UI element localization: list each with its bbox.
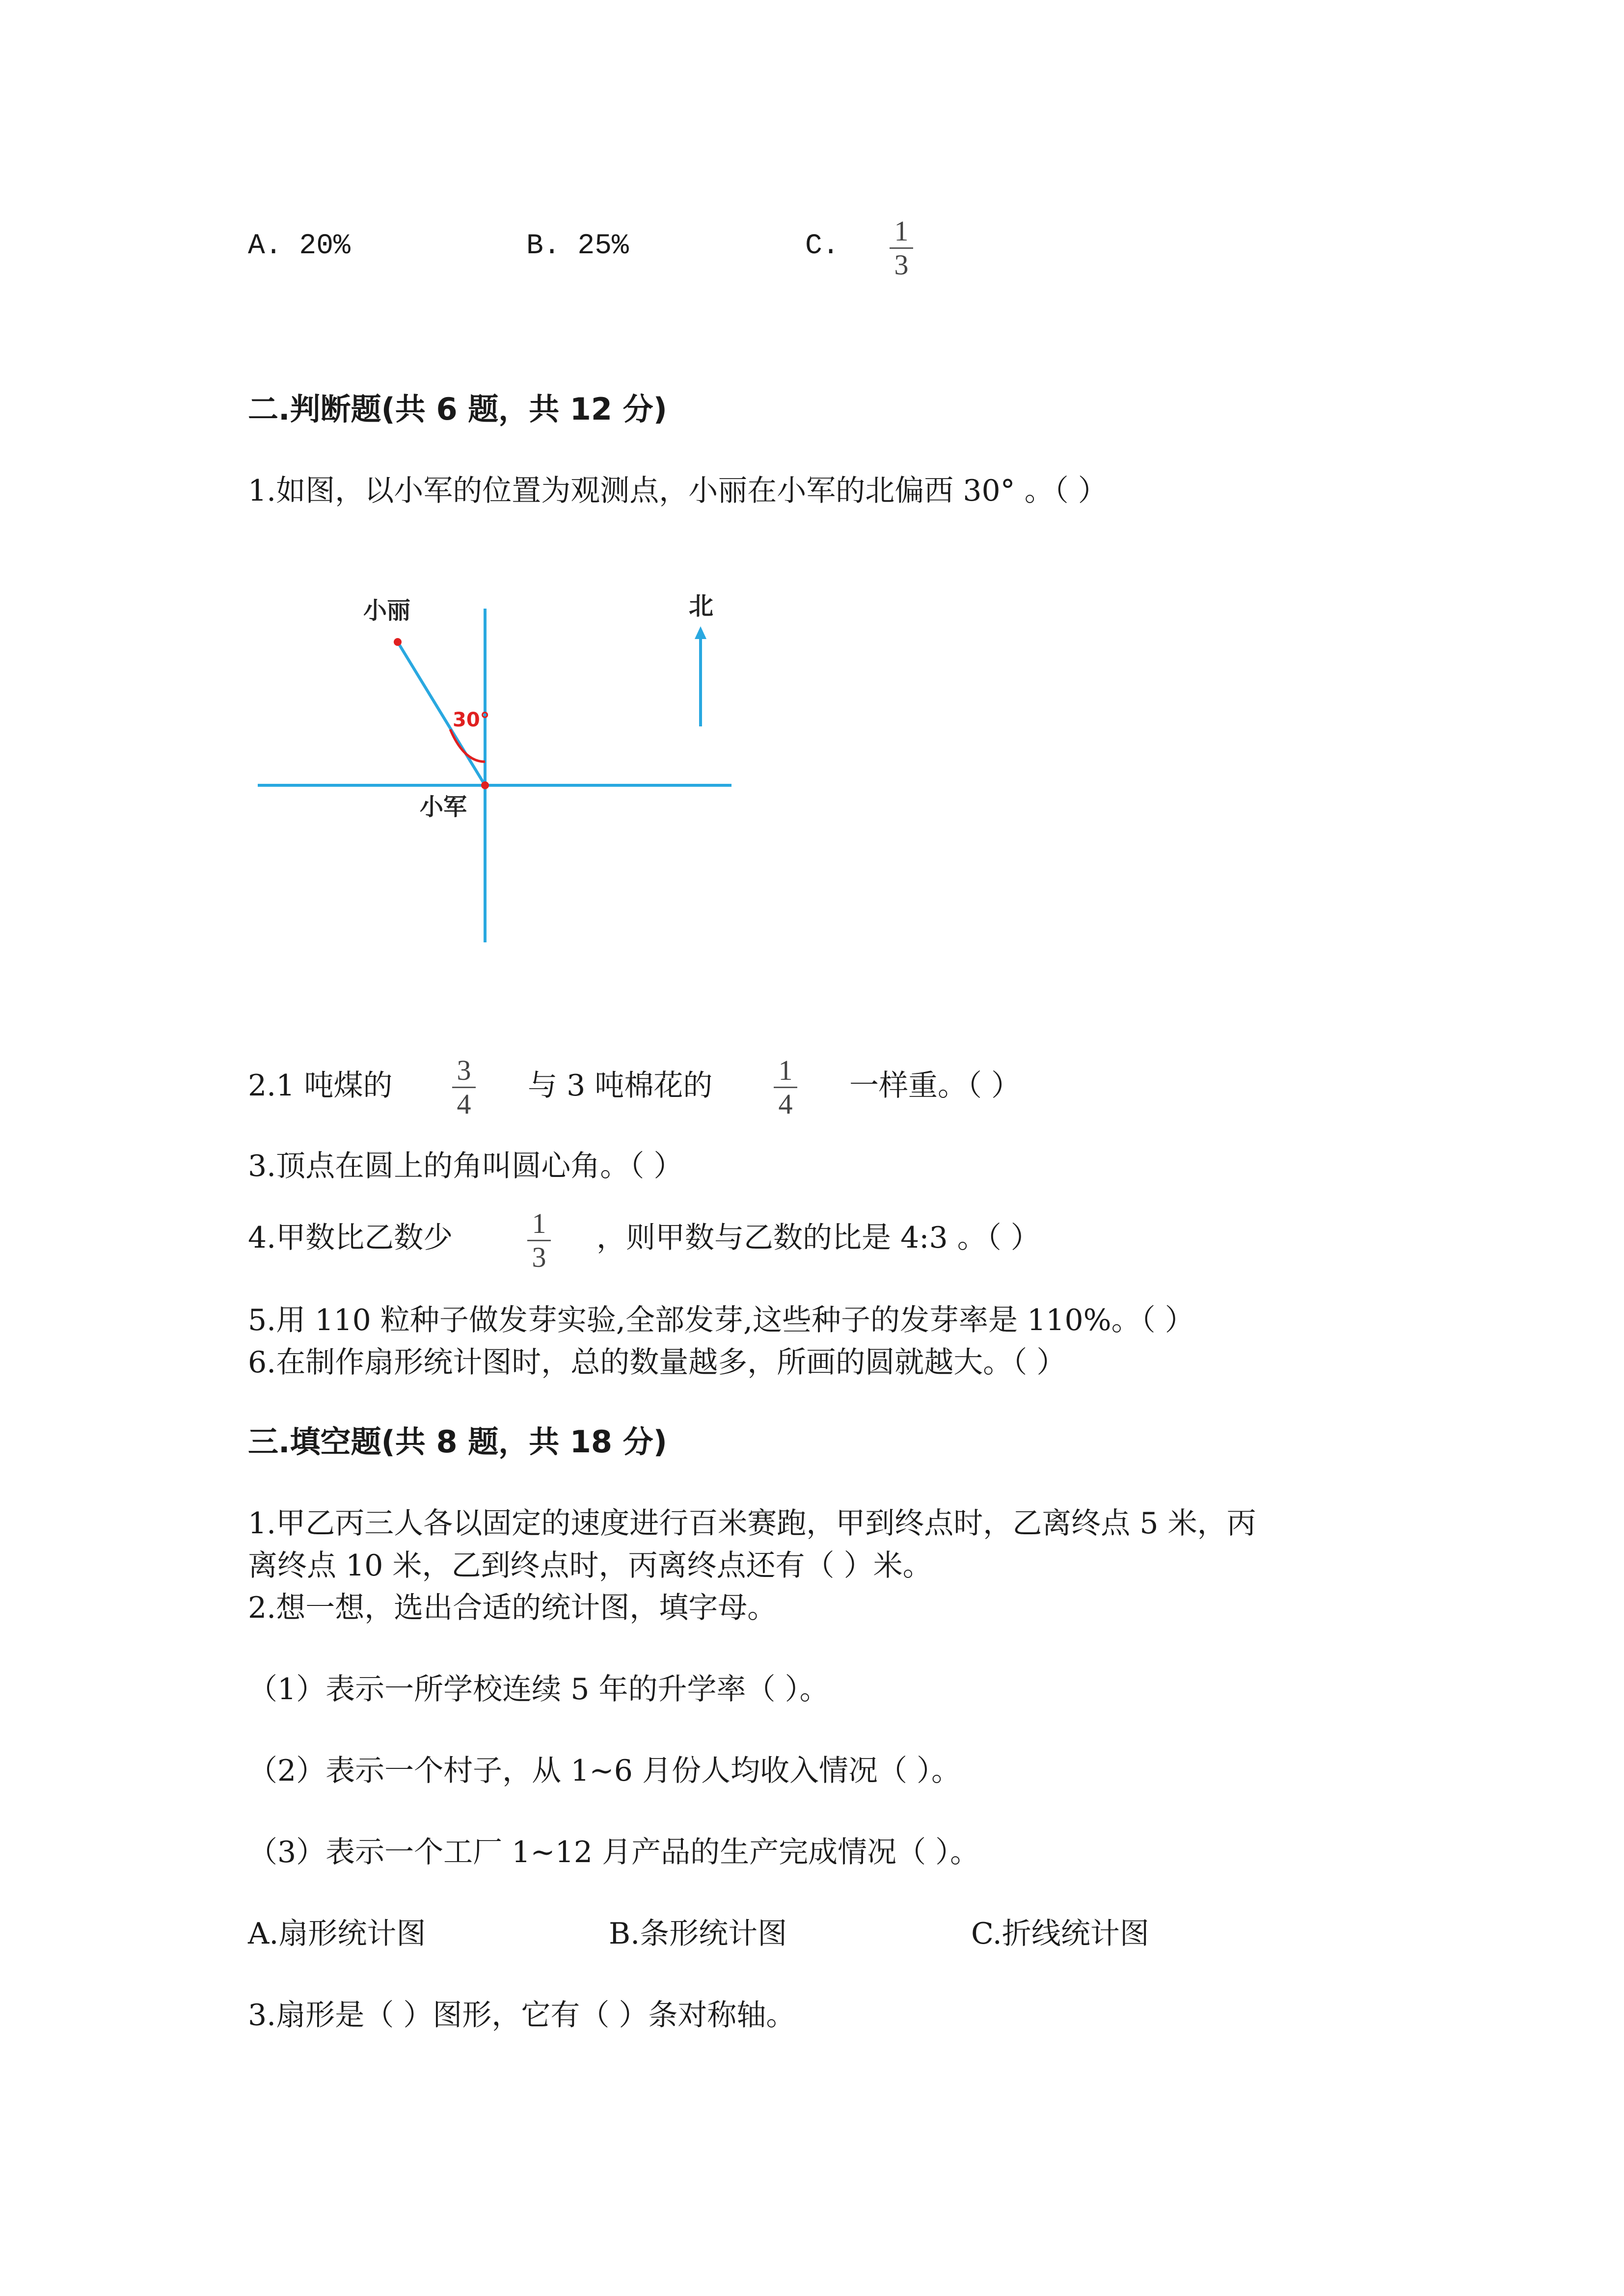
label-xiaoli: 小丽 [363,597,411,624]
fill-q1-line1: 1.甲乙丙三人各以固定的速度进行百米赛跑，甲到终点时，乙离终点 5 米，丙 [248,1506,1256,1541]
label-north: 北 [689,592,713,620]
judge-q2-fraction2 [771,1055,800,1120]
fill-q2-sub2: （2）表示一个村子，从 1~6 月份人均收入情况（ ）。 [248,1754,961,1788]
judge-q3: 3.顶点在圆上的角叫圆心角。（ ） [248,1149,683,1183]
option-b: B. 25% [526,230,629,262]
option-a: A. 20% [248,230,351,262]
judge-q1: 1.如图，以小军的位置为观测点，小丽在小军的北偏西 30° 。（ ） [248,474,1108,508]
north-arrow-head [695,626,706,639]
fill-q3: 3.扇形是（ ）图形，它有（ ）条对称轴。 [248,1998,796,2032]
fill-q1-line2: 离终点 10 米，乙到终点时，丙离终点还有（ ）米。 [248,1548,932,1583]
judge-q4-part1: 4.甲数比乙数少 [248,1221,453,1255]
fraction-numerator: 1 [532,1207,546,1239]
label-xiaojun: 小军 [420,793,467,821]
fill-q2-option-c: C.折线统计图 [971,1917,1149,1951]
judge-q5: 5.用 110 粒种子做发芽实验,全部发芽,这些种子的发芽率是 110%。（ ） [248,1303,1194,1337]
judge-q2-part2: 与 3 吨棉花的 [528,1068,713,1103]
judge-q4-fraction [524,1208,554,1273]
fraction-numerator: 1 [778,1054,793,1086]
fraction-denominator: 3 [894,249,909,281]
xiaojun-point [481,781,489,789]
xiaoli-point [394,638,402,646]
judge-q6: 6.在制作扇形统计图时，总的数量越多，所画的圆就越大。（ ） [248,1345,1066,1380]
fill-q2-option-b: B.条形统计图 [609,1917,787,1951]
fraction-numerator: 1 [894,215,909,247]
judge-q2-part3: 一样重。（ ） [849,1068,1021,1103]
fill-q2: 2.想一想，选出合适的统计图，填字母。 [248,1591,777,1625]
fill-q2-sub1: （1）表示一所学校连续 5 年的升学率（ ）。 [248,1672,829,1707]
direction-diagram [250,579,741,952]
fill-q2-sub3: （3）表示一个工厂 1~12 月产品的生产完成情况（ ）。 [248,1835,980,1869]
fraction-denominator: 3 [532,1241,546,1273]
fraction-numerator: 3 [457,1054,471,1086]
judge-q2-fraction1 [449,1055,479,1120]
judge-q2-part1: 2.1 吨煤的 [248,1068,393,1103]
option-c-fraction [887,216,916,280]
judge-q4-part2: ，则甲数与乙数的比是 4:3 。（ ） [596,1221,1040,1255]
fill-q2-option-a: A.扇形统计图 [248,1917,426,1951]
section2-heading: 二.判断题(共 6 题，共 12 分) [248,391,667,427]
fraction-denominator: 4 [457,1088,471,1120]
section3-heading: 三.填空题(共 8 题，共 18 分) [248,1424,667,1460]
angle-label: 30° [453,709,490,731]
option-c-label: C. [805,230,839,262]
fraction-denominator: 4 [778,1088,793,1120]
